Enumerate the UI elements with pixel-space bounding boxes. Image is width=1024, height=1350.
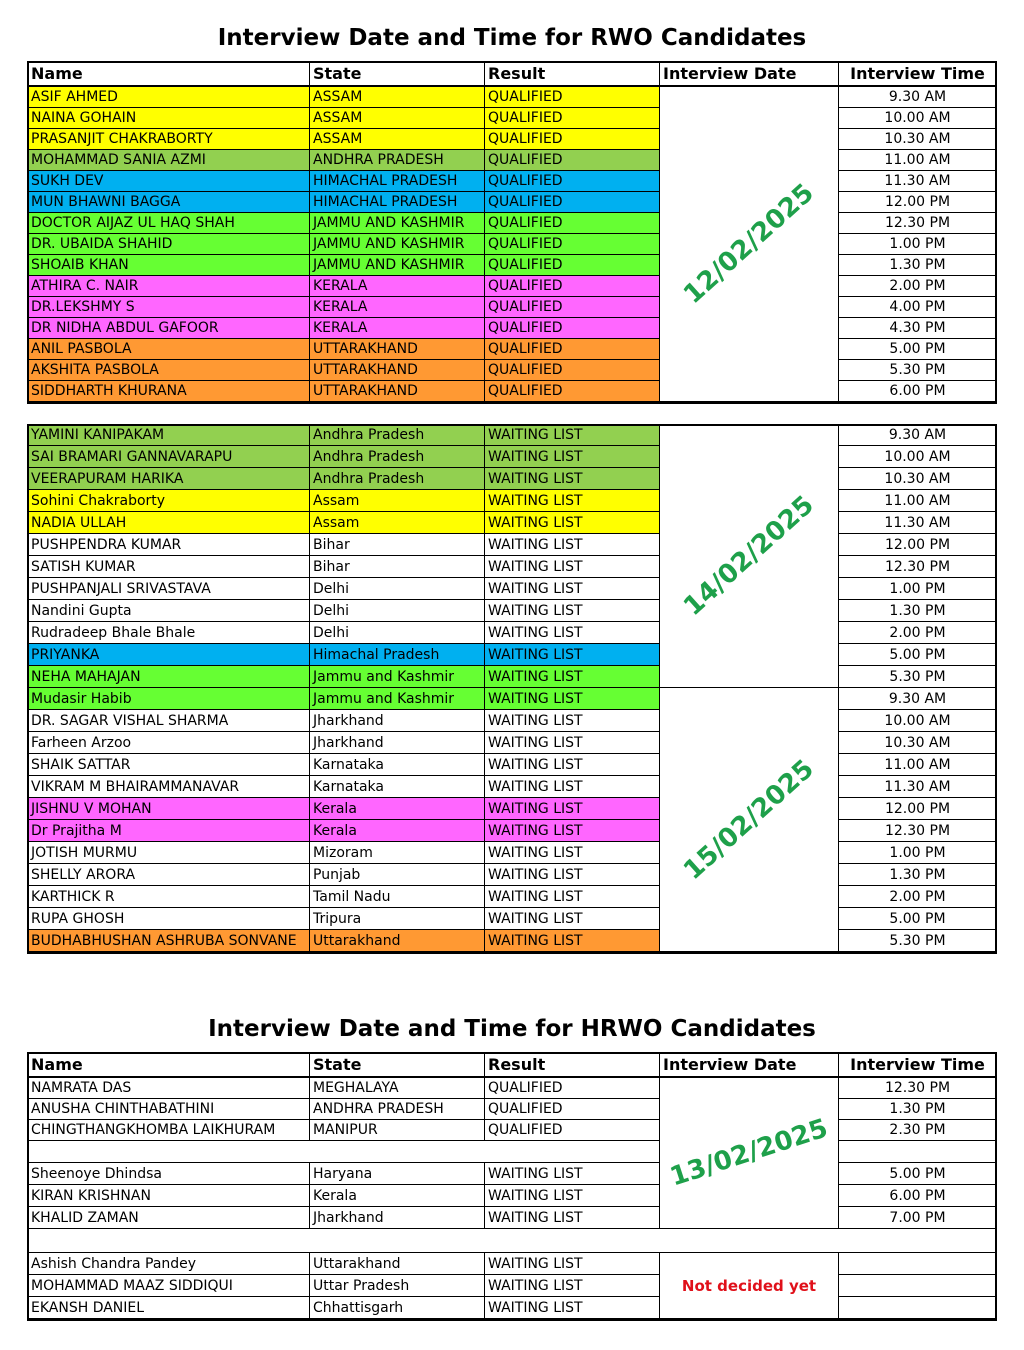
interview-time: 11.30 AM <box>839 776 997 798</box>
table-row <box>27 644 997 666</box>
table-row <box>27 622 997 644</box>
interview-time: 10.30 AM <box>839 732 997 754</box>
candidate-state: Kerala <box>310 798 485 820</box>
interview-time: 9.30 AM <box>839 424 997 446</box>
candidate-state: UTTARAKHAND <box>310 381 485 402</box>
candidate-result: WAITING LIST <box>485 1185 660 1207</box>
candidate-result: WAITING LIST <box>485 1297 660 1319</box>
candidate-name: AKSHITA PASBOLA <box>27 360 310 381</box>
candidate-name: Nandini Gupta <box>27 600 310 622</box>
table-row <box>27 381 997 402</box>
candidate-state: Delhi <box>310 600 485 622</box>
interview-time <box>839 1275 997 1297</box>
interview-time <box>839 1297 997 1319</box>
table-row <box>27 732 997 754</box>
interview-time: 10.30 AM <box>839 129 997 150</box>
candidate-name: RUPA GHOSH <box>27 908 310 930</box>
candidate-state: Andhra Pradesh <box>310 424 485 446</box>
table-row <box>27 1207 997 1229</box>
candidate-result: WAITING LIST <box>485 842 660 864</box>
interview-time: 12.30 PM <box>839 820 997 842</box>
header-name: Name <box>27 61 310 87</box>
candidate-name: Sheenoye Dhindsa <box>27 1163 310 1185</box>
table-row <box>27 468 997 490</box>
candidate-state: Delhi <box>310 622 485 644</box>
candidate-result: WAITING LIST <box>485 1275 660 1297</box>
candidate-state: ANDHRA PRADESH <box>310 1099 485 1120</box>
candidate-name: NADIA ULLAH <box>27 512 310 534</box>
hrwo-title: Interview Date and Time for HRWO Candidates <box>208 1016 816 1042</box>
candidate-state: Karnataka <box>310 754 485 776</box>
table-row <box>27 318 997 339</box>
table-row <box>27 297 997 318</box>
header-result: Result <box>485 61 660 87</box>
rwo-table <box>27 61 997 965</box>
interview-time: 2.00 PM <box>839 276 997 297</box>
table-row <box>27 1120 997 1141</box>
candidate-name: NAMRATA DAS <box>27 1078 310 1099</box>
candidate-result: QUALIFIED <box>485 150 660 171</box>
table-row <box>27 512 997 534</box>
candidate-name: Rudradeep Bhale Bhale <box>27 622 310 644</box>
candidate-result: WAITING LIST <box>485 732 660 754</box>
candidate-result: WAITING LIST <box>485 512 660 534</box>
candidate-state: ANDHRA PRADESH <box>310 150 485 171</box>
interview-time: 2.30 PM <box>839 1120 997 1141</box>
candidate-result: WAITING LIST <box>485 930 660 952</box>
candidate-state: Tamil Nadu <box>310 886 485 908</box>
interview-time: 1.00 PM <box>839 234 997 255</box>
candidate-state: UTTARAKHAND <box>310 360 485 381</box>
table-row <box>27 1275 997 1297</box>
candidate-state: Chhattisgarh <box>310 1297 485 1319</box>
candidate-name: ATHIRA C. NAIR <box>27 276 310 297</box>
date-stamp-12-02: 12/02/2025 <box>678 178 820 310</box>
candidate-result: QUALIFIED <box>485 1078 660 1099</box>
interview-time: 5.30 PM <box>839 360 997 381</box>
candidate-result: WAITING LIST <box>485 446 660 468</box>
candidate-state: JAMMU AND KASHMIR <box>310 255 485 276</box>
interview-time: 4.30 PM <box>839 318 997 339</box>
table-row <box>27 820 997 842</box>
interview-time: 10.00 AM <box>839 710 997 732</box>
interview-time: 12.00 PM <box>839 534 997 556</box>
table-row <box>27 908 997 930</box>
interview-time: 6.00 PM <box>839 381 997 402</box>
candidate-result: QUALIFIED <box>485 339 660 360</box>
candidate-name: PUSHPANJALI SRIVASTAVA <box>27 578 310 600</box>
header-interview-time: Interview Time <box>839 1052 997 1078</box>
table-row <box>27 360 997 381</box>
header-result: Result <box>485 1052 660 1078</box>
candidate-name: Farheen Arzoo <box>27 732 310 754</box>
candidate-state: UTTARAKHAND <box>310 339 485 360</box>
candidate-state: KERALA <box>310 276 485 297</box>
candidate-name: ANUSHA CHINTHABATHINI <box>27 1099 310 1120</box>
candidate-name: SATISH KUMAR <box>27 556 310 578</box>
candidate-result: QUALIFIED <box>485 192 660 213</box>
candidate-state: Punjab <box>310 864 485 886</box>
table-row <box>27 1185 997 1207</box>
header-interview-date: Interview Date <box>660 61 839 87</box>
candidate-result: QUALIFIED <box>485 360 660 381</box>
candidate-result: WAITING LIST <box>485 556 660 578</box>
interview-time: 12.00 PM <box>839 798 997 820</box>
candidate-name: Ashish Chandra Pandey <box>27 1253 310 1275</box>
interview-time: 2.00 PM <box>839 622 997 644</box>
candidate-state: HIMACHAL PRADESH <box>310 192 485 213</box>
table-row <box>27 234 997 255</box>
candidate-name: CHINGTHANGKHOMBA LAIKHURAM <box>27 1120 310 1141</box>
candidate-result: WAITING LIST <box>485 820 660 842</box>
interview-time <box>839 1253 997 1275</box>
candidate-result: QUALIFIED <box>485 1099 660 1120</box>
spacer-cell <box>27 1141 660 1163</box>
header-state: State <box>310 61 485 87</box>
rwo-title: Interview Date and Time for RWO Candidates <box>217 25 807 51</box>
interview-time: 10.00 AM <box>839 108 997 129</box>
candidate-result: QUALIFIED <box>485 171 660 192</box>
candidate-name: BUDHABHUSHAN ASHRUBA SONVANE <box>27 930 310 952</box>
table-header-row <box>27 1052 997 1078</box>
interview-time: 1.30 PM <box>839 255 997 276</box>
interview-time: 5.00 PM <box>839 1163 997 1185</box>
table-row <box>27 556 997 578</box>
candidate-name: Sohini Chakraborty <box>27 490 310 512</box>
candidate-state: KERALA <box>310 297 485 318</box>
interview-time: 1.30 PM <box>839 1099 997 1120</box>
candidate-name: DR.LEKSHMY S <box>27 297 310 318</box>
candidate-state: Assam <box>310 512 485 534</box>
table-row <box>27 688 997 710</box>
candidate-state: MEGHALAYA <box>310 1078 485 1099</box>
candidate-name: SAI BRAMARI GANNAVARAPU <box>27 446 310 468</box>
candidate-state: ASSAM <box>310 129 485 150</box>
candidate-name: ASIF AHMED <box>27 87 310 108</box>
candidate-state: Andhra Pradesh <box>310 468 485 490</box>
table-row <box>27 666 997 688</box>
candidate-result: WAITING LIST <box>485 886 660 908</box>
header-state: State <box>310 1052 485 1078</box>
candidate-result: QUALIFIED <box>485 381 660 402</box>
candidate-result: QUALIFIED <box>485 129 660 150</box>
candidate-state: ASSAM <box>310 87 485 108</box>
candidate-state: ASSAM <box>310 108 485 129</box>
candidate-result: WAITING LIST <box>485 1163 660 1185</box>
candidate-name: MUN BHAWNI BAGGA <box>27 192 310 213</box>
table-row <box>27 534 997 556</box>
candidate-result: WAITING LIST <box>485 688 660 710</box>
candidate-state: MANIPUR <box>310 1120 485 1141</box>
interview-time: 5.30 PM <box>839 930 997 952</box>
candidate-result: QUALIFIED <box>485 318 660 339</box>
interview-time: 11.00 AM <box>839 490 997 512</box>
table-row <box>27 255 997 276</box>
candidate-result: WAITING LIST <box>485 776 660 798</box>
interview-time: 9.30 AM <box>839 87 997 108</box>
candidate-state: JAMMU AND KASHMIR <box>310 234 485 255</box>
candidate-result: WAITING LIST <box>485 1207 660 1229</box>
candidate-result: QUALIFIED <box>485 297 660 318</box>
not-decided-label: Not decided yet <box>681 1276 817 1295</box>
candidate-state: Haryana <box>310 1163 485 1185</box>
candidate-name: SHAIK SATTAR <box>27 754 310 776</box>
table-row <box>27 87 997 108</box>
candidate-state: Andhra Pradesh <box>310 446 485 468</box>
candidate-state: Bihar <box>310 556 485 578</box>
interview-time: 5.30 PM <box>839 666 997 688</box>
interview-time: 1.00 PM <box>839 578 997 600</box>
interview-time: 1.30 PM <box>839 864 997 886</box>
candidate-result: WAITING LIST <box>485 644 660 666</box>
candidate-name: PRASANJIT CHAKRABORTY <box>27 129 310 150</box>
interview-time: 11.00 AM <box>839 754 997 776</box>
candidate-name: DOCTOR AIJAZ UL HAQ SHAH <box>27 213 310 234</box>
table-row <box>27 446 997 468</box>
candidate-state: Delhi <box>310 578 485 600</box>
interview-time: 4.00 PM <box>839 297 997 318</box>
candidate-name: MOHAMMAD MAAZ SIDDIQUI <box>27 1275 310 1297</box>
table-row <box>27 776 997 798</box>
candidate-state: Assam <box>310 490 485 512</box>
candidate-result: WAITING LIST <box>485 424 660 446</box>
interview-time: 5.00 PM <box>839 339 997 360</box>
candidate-state: Kerala <box>310 820 485 842</box>
interview-time: 11.00 AM <box>839 150 997 171</box>
spacer-row <box>27 1141 997 1163</box>
table-row <box>27 276 997 297</box>
candidate-name: SHELLY ARORA <box>27 864 310 886</box>
candidate-result: QUALIFIED <box>485 255 660 276</box>
interview-date-block <box>660 1078 839 1229</box>
candidate-name: PUSHPENDRA KUMAR <box>27 534 310 556</box>
candidate-state: Karnataka <box>310 776 485 798</box>
interview-time: 12.30 PM <box>839 1078 997 1099</box>
table-row <box>27 490 997 512</box>
table-row <box>27 578 997 600</box>
candidate-result: WAITING LIST <box>485 468 660 490</box>
candidate-state: Jammu and Kashmir <box>310 666 485 688</box>
interview-time: 6.00 PM <box>839 1185 997 1207</box>
candidate-name: ANIL PASBOLA <box>27 339 310 360</box>
candidate-result: WAITING LIST <box>485 908 660 930</box>
date-stamp-15-02: 15/02/2025 <box>678 753 820 886</box>
date-stamp-13-02: 13/02/2025 <box>666 1113 832 1193</box>
candidate-name: NAINA GOHAIN <box>27 108 310 129</box>
candidate-name: YAMINI KANIPAKAM <box>27 424 310 446</box>
candidate-result: WAITING LIST <box>485 600 660 622</box>
candidate-state: JAMMU AND KASHMIR <box>310 213 485 234</box>
table-row <box>27 1078 997 1099</box>
table-row <box>27 424 997 446</box>
table-row <box>27 864 997 886</box>
candidate-name: EKANSH DANIEL <box>27 1297 310 1319</box>
candidate-state: KERALA <box>310 318 485 339</box>
candidate-result: QUALIFIED <box>485 213 660 234</box>
table-row <box>27 150 997 171</box>
interview-time: 9.30 AM <box>839 688 997 710</box>
candidate-state: Jammu and Kashmir <box>310 688 485 710</box>
candidate-result: WAITING LIST <box>485 710 660 732</box>
candidate-result: QUALIFIED <box>485 276 660 297</box>
candidate-name: KIRAN KRISHNAN <box>27 1185 310 1207</box>
candidate-state: Uttarakhand <box>310 1253 485 1275</box>
candidate-name: JOTISH MURMU <box>27 842 310 864</box>
table-row <box>27 108 997 129</box>
candidate-state: Kerala <box>310 1185 485 1207</box>
table-row <box>27 930 997 952</box>
candidate-result: WAITING LIST <box>485 578 660 600</box>
interview-time: 1.30 PM <box>839 600 997 622</box>
candidate-name: DR. SAGAR VISHAL SHARMA <box>27 710 310 732</box>
table-row <box>27 886 997 908</box>
interview-time: 10.30 AM <box>839 468 997 490</box>
candidate-result: QUALIFIED <box>485 108 660 129</box>
candidate-state: Uttarakhand <box>310 930 485 952</box>
interview-time: 2.00 PM <box>839 886 997 908</box>
interview-time: 12.30 PM <box>839 213 997 234</box>
candidate-name: DR NIDHA ABDUL GAFOOR <box>27 318 310 339</box>
table-row <box>27 1099 997 1120</box>
interview-time: 11.30 AM <box>839 512 997 534</box>
table-row <box>27 1253 997 1275</box>
interview-time: 10.00 AM <box>839 446 997 468</box>
candidate-result: WAITING LIST <box>485 534 660 556</box>
table-row <box>27 600 997 622</box>
interview-date-block <box>660 424 839 688</box>
candidate-state: Bihar <box>310 534 485 556</box>
candidate-state: Uttar Pradesh <box>310 1275 485 1297</box>
candidate-state: HIMACHAL PRADESH <box>310 171 485 192</box>
candidate-name: KARTHICK R <box>27 886 310 908</box>
candidate-name: KHALID ZAMAN <box>27 1207 310 1229</box>
table-row <box>27 129 997 150</box>
interview-time: 12.30 PM <box>839 556 997 578</box>
section-gap-row <box>27 1229 997 1253</box>
table-row <box>27 842 997 864</box>
candidate-state: Jharkhand <box>310 1207 485 1229</box>
candidate-name: PRIYANKA <box>27 644 310 666</box>
interview-date-block <box>660 688 839 952</box>
table-header-row <box>27 61 997 87</box>
candidate-name: DR. UBAIDA SHAHID <box>27 234 310 255</box>
candidate-result: WAITING LIST <box>485 622 660 644</box>
table-row <box>27 710 997 732</box>
interview-time: 11.30 AM <box>839 171 997 192</box>
header-interview-time: Interview Time <box>839 61 997 87</box>
hrwo-table <box>27 1052 997 1325</box>
interview-date-block <box>660 1253 839 1319</box>
candidate-result: WAITING LIST <box>485 798 660 820</box>
candidate-name: JISHNU V MOHAN <box>27 798 310 820</box>
candidate-state: Jharkhand <box>310 732 485 754</box>
candidate-name: VEERAPURAM HARIKA <box>27 468 310 490</box>
candidate-state: Mizoram <box>310 842 485 864</box>
candidate-state: Jharkhand <box>310 710 485 732</box>
table-row <box>27 1297 997 1319</box>
interview-time: 7.00 PM <box>839 1207 997 1229</box>
candidate-name: SIDDHARTH KHURANA <box>27 381 310 402</box>
interview-time: 5.00 PM <box>839 908 997 930</box>
candidate-name: SUKH DEV <box>27 171 310 192</box>
date-stamp-14-02: 14/02/2025 <box>678 489 820 622</box>
header-interview-date: Interview Date <box>660 1052 839 1078</box>
table-row <box>27 171 997 192</box>
table-row <box>27 798 997 820</box>
table-row <box>27 754 997 776</box>
interview-time: 5.00 PM <box>839 644 997 666</box>
candidate-result: QUALIFIED <box>485 87 660 108</box>
candidate-name: VIKRAM M BHAIRAMMANAVAR <box>27 776 310 798</box>
table-row <box>27 192 997 213</box>
candidate-state: Himachal Pradesh <box>310 644 485 666</box>
candidate-name: NEHA MAHAJAN <box>27 666 310 688</box>
candidate-result: WAITING LIST <box>485 490 660 512</box>
interview-time: 12.00 PM <box>839 192 997 213</box>
interview-time: 1.00 PM <box>839 842 997 864</box>
candidate-result: WAITING LIST <box>485 666 660 688</box>
candidate-name: Mudasir Habib <box>27 688 310 710</box>
spacer-time-cell <box>839 1141 997 1163</box>
candidate-name: SHOAIB KHAN <box>27 255 310 276</box>
table-row <box>27 1163 997 1185</box>
candidate-state: Tripura <box>310 908 485 930</box>
candidate-result: QUALIFIED <box>485 234 660 255</box>
candidate-result: WAITING LIST <box>485 754 660 776</box>
candidate-name: MOHAMMAD SANIA AZMI <box>27 150 310 171</box>
candidate-result: WAITING LIST <box>485 864 660 886</box>
header-name: Name <box>27 1052 310 1078</box>
candidate-name: Dr Prajitha M <box>27 820 310 842</box>
candidate-result: QUALIFIED <box>485 1120 660 1141</box>
candidate-result: WAITING LIST <box>485 1253 660 1275</box>
table-row <box>27 339 997 360</box>
table-row <box>27 213 997 234</box>
interview-date-block <box>660 87 839 402</box>
